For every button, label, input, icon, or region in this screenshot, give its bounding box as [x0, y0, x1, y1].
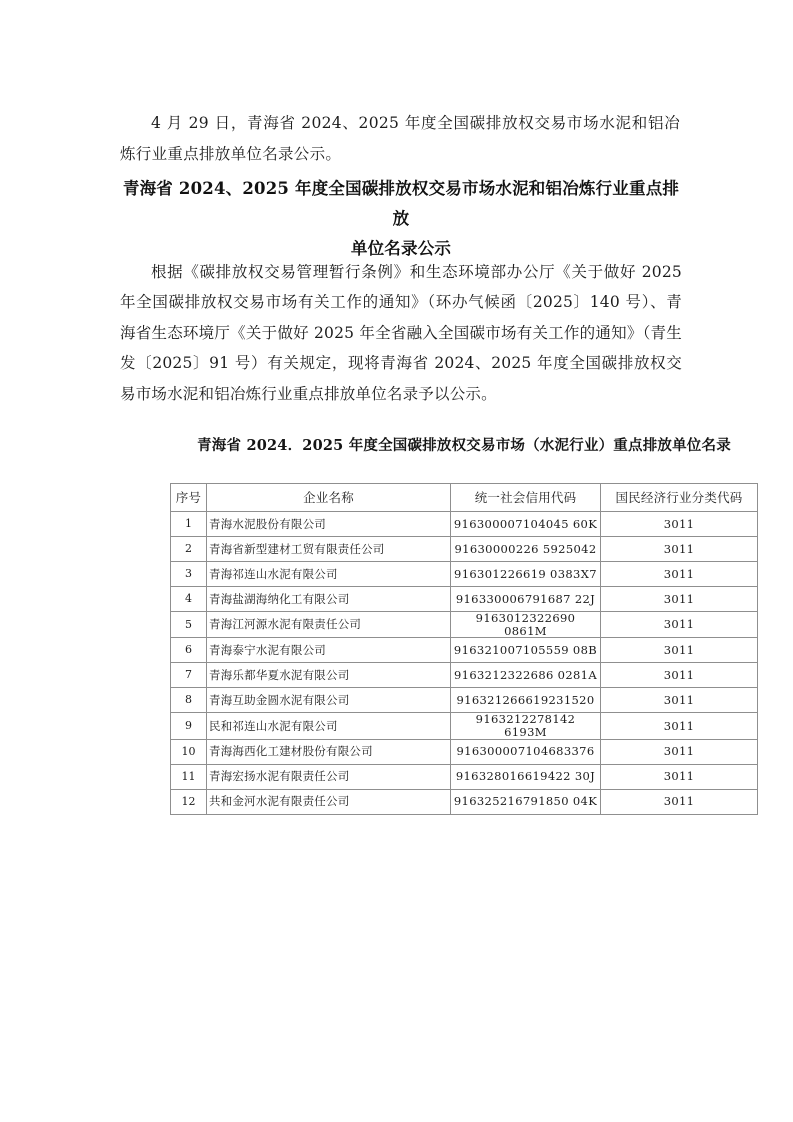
- cell-index: 5: [171, 612, 207, 638]
- cell-company: 民和祁连山水泥有限公司: [207, 713, 451, 739]
- table-row: [171, 587, 758, 612]
- table-row: [171, 562, 758, 587]
- table-row: [171, 764, 758, 789]
- cell-credit-code: 916321007105559 08B: [451, 638, 601, 663]
- column-header-credit-code: 统一社会信用代码: [451, 484, 601, 512]
- page-title-line-2: 单位名录公示: [350, 239, 452, 259]
- cell-index: 3: [171, 562, 207, 587]
- page-title-line-1: 青海省 2024、2025 年度全国碳排放权交易市场水泥和铝冶炼行业重点排放: [122, 179, 680, 229]
- cell-index: 7: [171, 663, 207, 688]
- table-row: [171, 789, 758, 814]
- cell-company: 青海祁连山水泥有限公司: [207, 562, 451, 587]
- page-title: [120, 174, 682, 264]
- cell-industry-code: 3011: [601, 789, 758, 814]
- cell-industry-code: 3011: [601, 688, 758, 713]
- column-header-index: 序号: [171, 484, 207, 512]
- cell-industry-code: 3011: [601, 562, 758, 587]
- cell-company: 青海泰宁水泥有限公司: [207, 638, 451, 663]
- cell-index: 2: [171, 537, 207, 562]
- table-body: [171, 512, 758, 815]
- table-row: [171, 663, 758, 688]
- cell-index: 6: [171, 638, 207, 663]
- column-header-company: 企业名称: [207, 484, 451, 512]
- cement-listing-block: [170, 434, 758, 815]
- cell-industry-code: 3011: [601, 537, 758, 562]
- cell-industry-code: 3011: [601, 512, 758, 537]
- cell-industry-code: 3011: [601, 663, 758, 688]
- cell-credit-code: 9163212278142 6193M: [451, 713, 601, 739]
- intro-paragraph: 4 月 29 日，青海省 2024、2025 年度全国碳排放权交易市场水泥和铝冶炼行业重点排放单位名录公示。: [120, 113, 680, 163]
- cell-index: 9: [171, 713, 207, 739]
- cell-index: 8: [171, 688, 207, 713]
- table-row: [171, 612, 758, 638]
- cell-company: 青海互助金圆水泥有限公司: [207, 688, 451, 713]
- cell-company: 共和金河水泥有限责任公司: [207, 789, 451, 814]
- cell-index: 1: [171, 512, 207, 537]
- table-row: [171, 713, 758, 739]
- cell-credit-code: 916330006791687 22J: [451, 587, 601, 612]
- cell-index: 12: [171, 789, 207, 814]
- cell-company: 青海省新型建材工贸有限责任公司: [207, 537, 451, 562]
- cell-industry-code: 3011: [601, 638, 758, 663]
- cell-company: 青海盐湖海纳化工有限公司: [207, 587, 451, 612]
- cell-company: 青海水泥股份有限公司: [207, 512, 451, 537]
- cell-credit-code: 916325216791850 04K: [451, 789, 601, 814]
- cell-industry-code: 3011: [601, 764, 758, 789]
- cell-company: 青海宏扬水泥有限责任公司: [207, 764, 451, 789]
- cell-company: 青海江河源水泥有限责任公司: [207, 612, 451, 638]
- cell-credit-code: 9163012322690 0861M: [451, 612, 601, 638]
- cell-index: 10: [171, 739, 207, 764]
- column-header-industry-code: 国民经济行业分类代码: [601, 484, 758, 512]
- cell-industry-code: 3011: [601, 739, 758, 764]
- cell-credit-code: 916321266619231520: [451, 688, 601, 713]
- key-emission-units-table: [170, 483, 758, 815]
- cell-industry-code: 3011: [601, 713, 758, 739]
- table-row: [171, 688, 758, 713]
- body-paragraph: 根据《碳排放权交易管理暂行条例》和生态环境部办公厅《关于做好 2025 年全国碳排放权交易市场有关工作的通知》（环办气候函〔2025〕140 号）、青海省生态环境厅《关于做好 2025 年全省融入全国碳市场有关工作的通知》（青生发〔2025〕91 号）有关规定，现将青海省 2024、2025 年度全国碳排放权交易市场水泥和铝冶炼行业重点排放单位名录予以公示。: [120, 262, 682, 403]
- table-row: [171, 537, 758, 562]
- cell-index: 11: [171, 764, 207, 789]
- cell-credit-code: 91630000226 5925042: [451, 537, 601, 562]
- cell-credit-code: 916300007104683376: [451, 739, 601, 764]
- cell-company: 青海海西化工建材股份有限公司: [207, 739, 451, 764]
- cell-credit-code: 916300007104045 60K: [451, 512, 601, 537]
- table-header-row: [171, 484, 758, 512]
- cell-index: 4: [171, 587, 207, 612]
- table-caption: 青海省 2024．2025 年度全国碳排放权交易市场（水泥行业）重点排放单位名录: [197, 437, 731, 454]
- cell-company: 青海乐都华夏水泥有限公司: [207, 663, 451, 688]
- table-row: [171, 638, 758, 663]
- cell-credit-code: 9163212322686 0281A: [451, 663, 601, 688]
- cell-credit-code: 916301226619 0383X7: [451, 562, 601, 587]
- cell-industry-code: 3011: [601, 612, 758, 638]
- cell-industry-code: 3011: [601, 587, 758, 612]
- cell-credit-code: 916328016619422 30J: [451, 764, 601, 789]
- table-row: [171, 739, 758, 764]
- table-row: [171, 512, 758, 537]
